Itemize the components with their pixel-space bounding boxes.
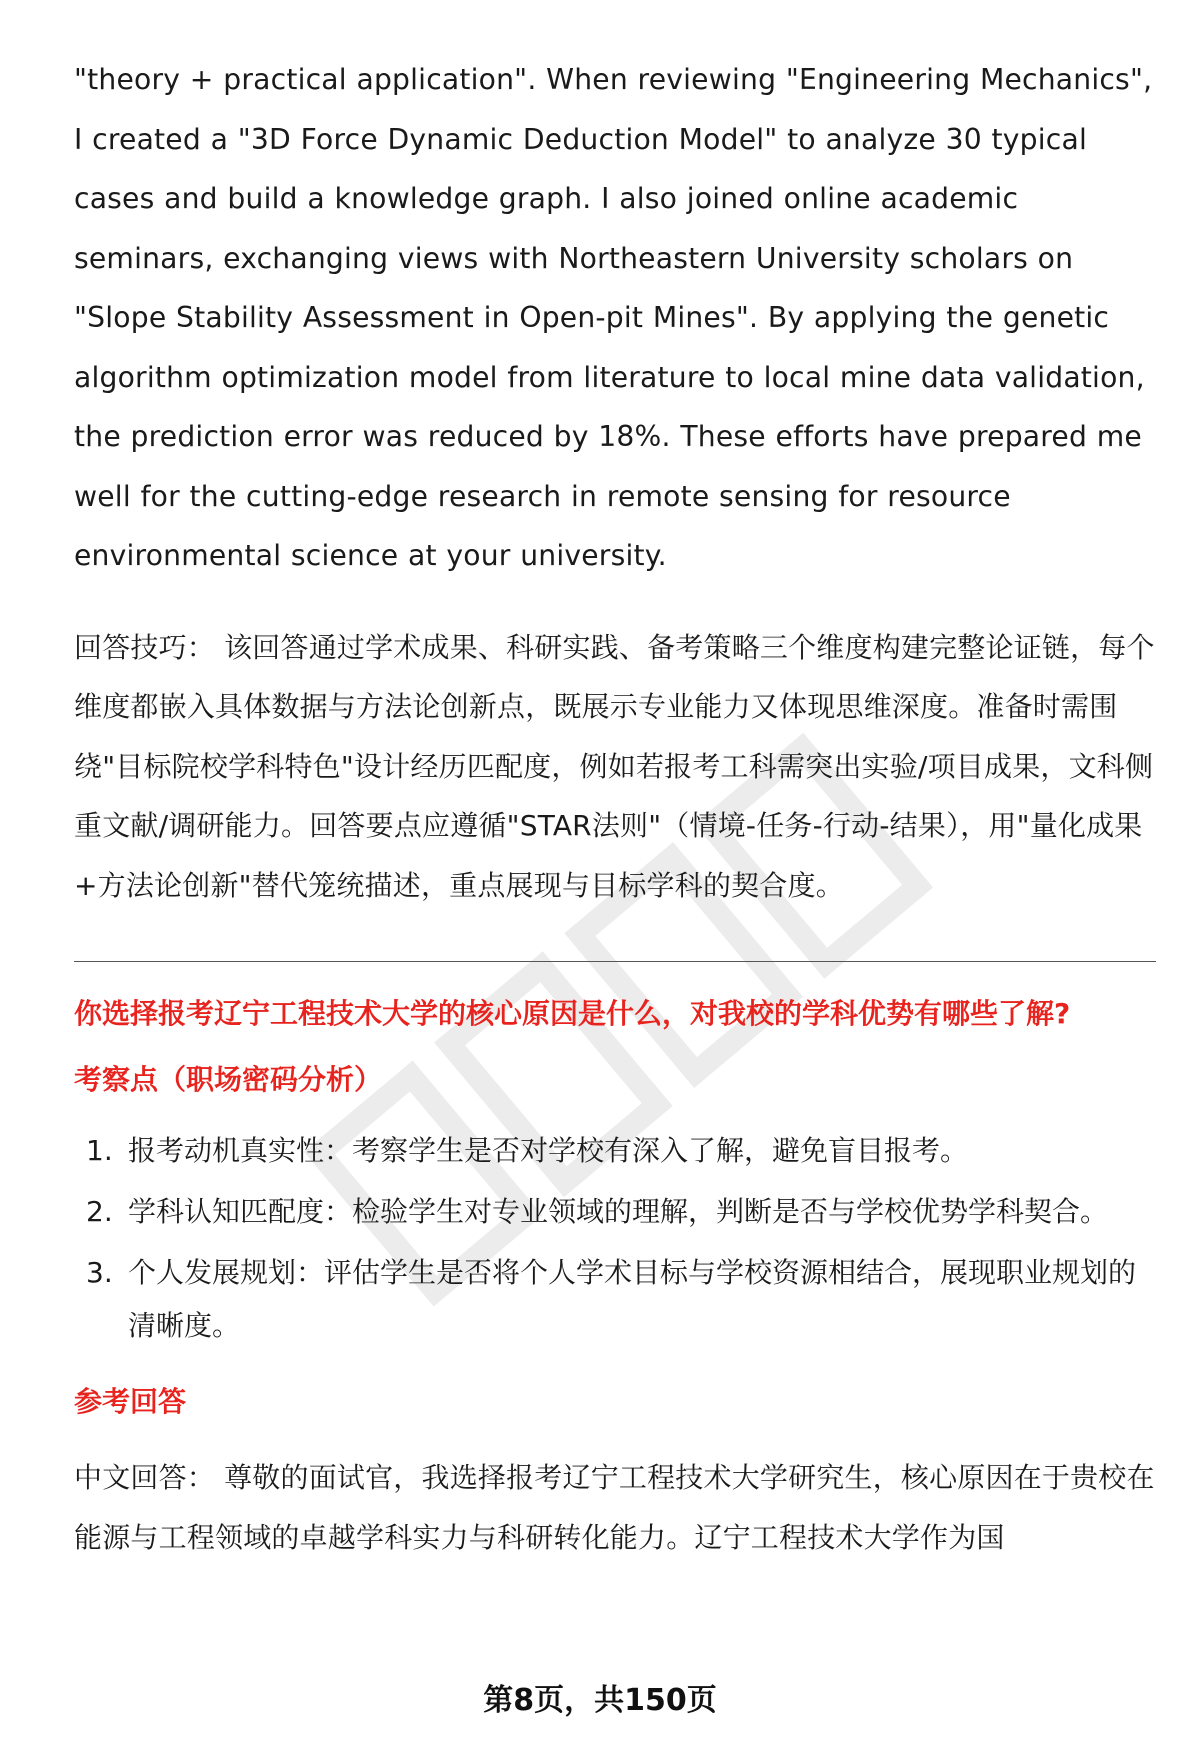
- section-divider: [74, 961, 1156, 962]
- list-item-text: 个人发展规划：评估学生是否将个人学术目标与学校资源相结合，展现职业规划的清晰度。: [128, 1256, 1137, 1342]
- chinese-answer-paragraph: 中文回答： 尊敬的面试官，我选择报考辽宁工程技术大学研究生，核心原因在于贵校在能源与工程领域的卓越学科实力与科研转化能力。辽宁工程技术大学作为国: [74, 1461, 1155, 1554]
- list-item-number: 1.: [86, 1134, 113, 1167]
- exam-points-heading: 考察点（职场密码分析）: [74, 1063, 383, 1096]
- interview-question: 你选择报考辽宁工程技术大学的核心原因是什么，对我校的学科优势有哪些了解?: [74, 997, 1071, 1030]
- english-answer-paragraph: "theory + practical application". When reviewing "Engineering Mechanics", I created a "3D Force Dynamic Deduction Model" to analyze 30 typical cases and build a knowledge graph. I also joined online academic seminars, exchanging views with Northeastern University scholars on "Slope Stability Assessment in Open-pit Mines". By applying the genetic algorithm optimization model from literature to local mine data validation, the prediction error was reduced by 18%. These efforts have prepared me well for the cutting-edge research in remote sensing for resource environmental science at your university.: [74, 63, 1153, 572]
- reference-answer-heading: 参考回答: [74, 1385, 187, 1418]
- list-item-text: 报考动机真实性：考察学生是否对学校有深入了解，避免盲目报考。: [128, 1134, 969, 1167]
- answer-tips-paragraph: 回答技巧： 该回答通过学术成果、科研实践、备考策略三个维度构建完整论证链，每个维度都嵌入具体数据与方法论创新点，既展示专业能力又体现思维深度。准备时需围绕"目标院校学科特色"设计经历匹配度，例如若报考工科需突出实验/项目成果，文科侧重文献/调研能力。回答要点应遵循"STAR法则"（情境-任务-行动-结果），用"量化成果+方法论创新"替代笼统描述，重点展现与目标学科的契合度。: [74, 630, 1155, 902]
- list-item: [74, 1246, 1156, 1352]
- exam-points-list: [74, 1124, 1156, 1352]
- list-item: [74, 1185, 1156, 1238]
- document-page: [74, 50, 1156, 1567]
- page-number-footer: 第8页，共150页: [483, 1683, 717, 1718]
- list-item-text: 学科认知匹配度：检验学生对专业领域的理解，判断是否与学校优势学科契合。: [128, 1195, 1109, 1228]
- list-item-number: 2.: [86, 1195, 113, 1228]
- list-item: [74, 1124, 1156, 1177]
- list-item-number: 3.: [86, 1256, 113, 1289]
